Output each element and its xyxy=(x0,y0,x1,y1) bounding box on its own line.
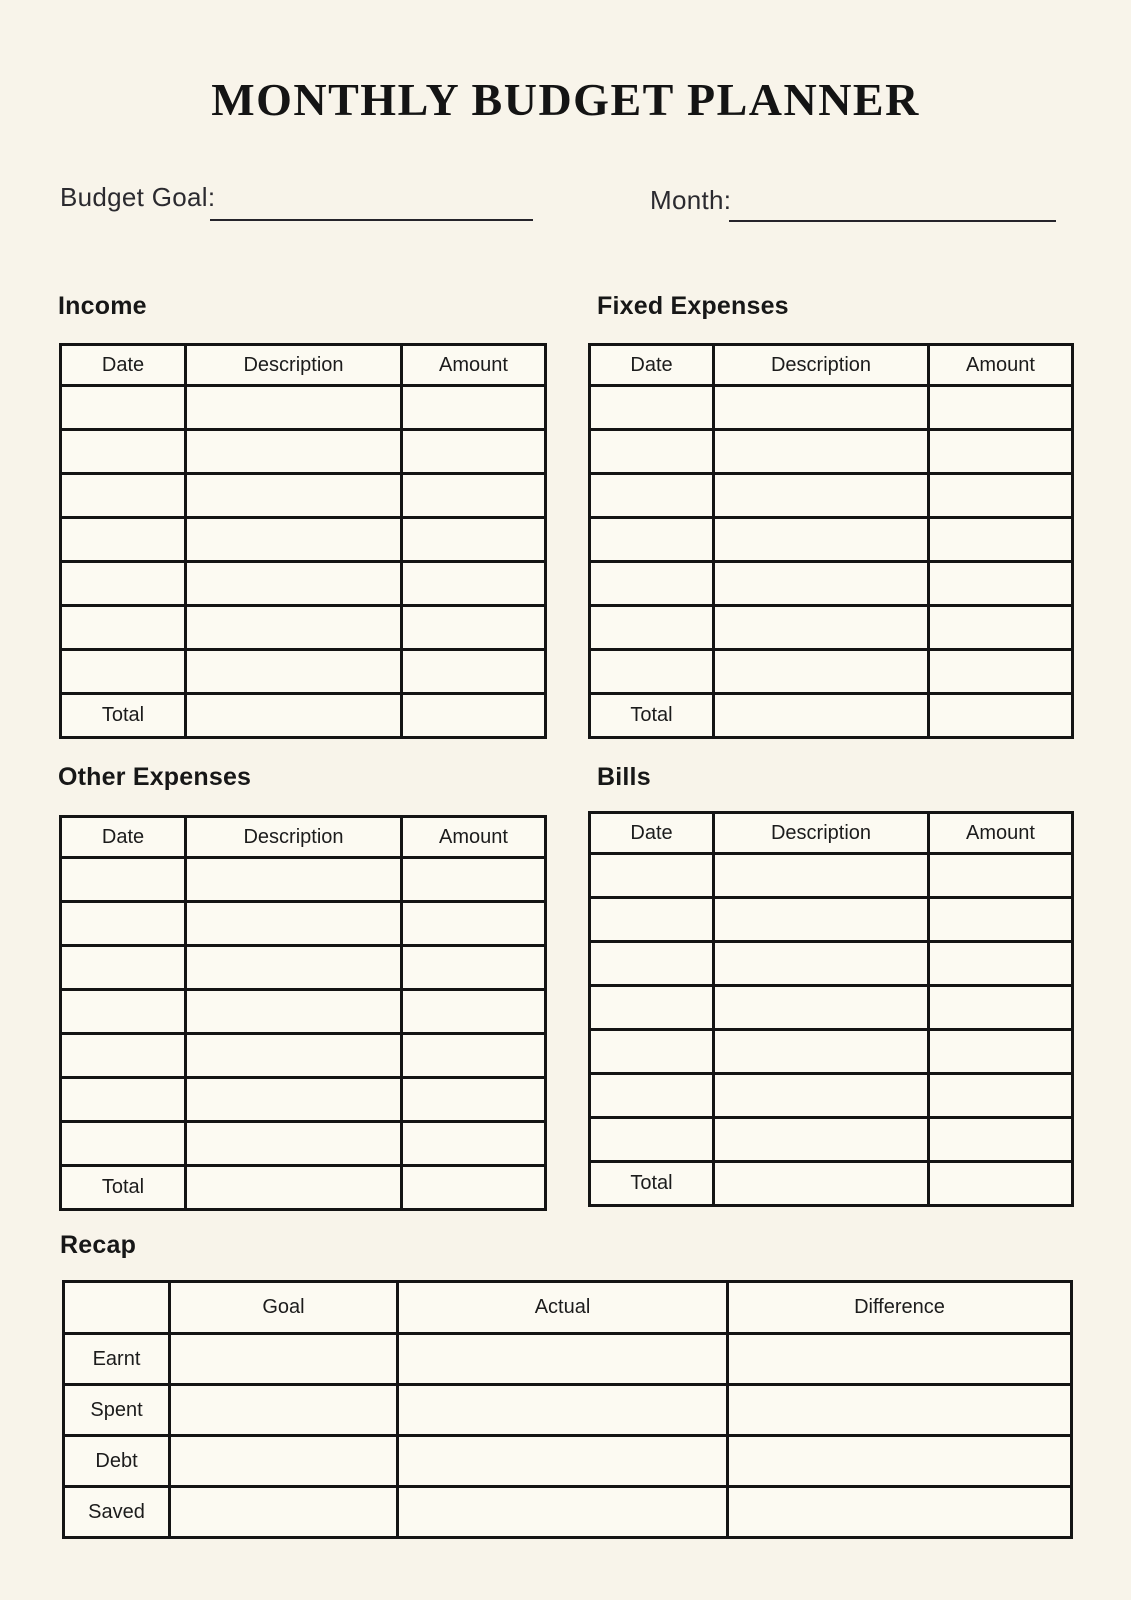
empty-cell xyxy=(728,1385,1072,1436)
empty-cell xyxy=(170,1334,398,1385)
empty-cell xyxy=(61,430,186,474)
empty-cell xyxy=(402,562,546,606)
empty-cell xyxy=(61,990,186,1034)
empty-cell xyxy=(186,1166,402,1210)
column-header-date: Date xyxy=(61,345,186,386)
header-row xyxy=(61,817,546,858)
empty-cell xyxy=(714,986,929,1030)
empty-row xyxy=(590,986,1073,1030)
row-label-cell: Debt xyxy=(64,1436,170,1487)
empty-cell xyxy=(728,1487,1072,1538)
empty-cell xyxy=(402,1122,546,1166)
fixed-expenses-total-row xyxy=(590,694,1073,738)
row-label-cell: Spent xyxy=(64,1385,170,1436)
empty-cell xyxy=(402,430,546,474)
empty-row xyxy=(590,430,1073,474)
bills-total-row xyxy=(590,1162,1073,1206)
recap-heading: Recap xyxy=(60,1231,137,1259)
empty-cell xyxy=(186,1078,402,1122)
recap-row-saved xyxy=(64,1487,1072,1538)
empty-cell xyxy=(714,474,929,518)
empty-cell xyxy=(714,1162,929,1206)
empty-row xyxy=(590,474,1073,518)
bills-table-header xyxy=(590,813,1073,854)
empty-cell xyxy=(402,386,546,430)
other-expenses-table xyxy=(59,815,547,1211)
empty-cell xyxy=(714,942,929,986)
empty-cell xyxy=(402,858,546,902)
empty-cell xyxy=(402,518,546,562)
empty-cell xyxy=(590,942,714,986)
empty-row xyxy=(590,1118,1073,1162)
empty-cell xyxy=(714,518,929,562)
empty-cell xyxy=(398,1334,728,1385)
column-header-description: Description xyxy=(186,345,402,386)
column-header-amount: Amount xyxy=(402,345,546,386)
empty-cell xyxy=(61,474,186,518)
empty-cell xyxy=(61,946,186,990)
empty-cell xyxy=(929,430,1073,474)
empty-cell xyxy=(186,518,402,562)
empty-cell xyxy=(186,990,402,1034)
empty-cell xyxy=(590,518,714,562)
empty-cell xyxy=(714,650,929,694)
empty-row xyxy=(61,650,546,694)
empty-row xyxy=(590,562,1073,606)
empty-cell xyxy=(590,386,714,430)
recap-table-header xyxy=(64,1282,1072,1334)
empty-row xyxy=(61,386,546,430)
header-row xyxy=(61,345,546,386)
empty-cell xyxy=(402,694,546,738)
income-heading: Income xyxy=(58,292,147,320)
header-row xyxy=(590,813,1073,854)
column-header-date: Date xyxy=(61,817,186,858)
budget-goal-line xyxy=(210,219,533,221)
empty-cell xyxy=(61,386,186,430)
other-expenses-table-header xyxy=(61,817,546,858)
empty-cell xyxy=(590,854,714,898)
fixed-expenses-heading: Fixed Expenses xyxy=(597,292,789,320)
empty-row xyxy=(61,430,546,474)
column-header-amount: Amount xyxy=(929,345,1073,386)
empty-cell xyxy=(590,606,714,650)
empty-cell xyxy=(929,1162,1073,1206)
empty-cell xyxy=(590,1118,714,1162)
empty-cell xyxy=(186,1122,402,1166)
empty-cell xyxy=(402,606,546,650)
recap-row-earnt xyxy=(64,1334,1072,1385)
empty-cell xyxy=(714,562,929,606)
empty-row xyxy=(590,1030,1073,1074)
empty-cell xyxy=(714,430,929,474)
column-header-description: Description xyxy=(714,813,929,854)
empty-cell xyxy=(590,986,714,1030)
empty-cell xyxy=(170,1487,398,1538)
column-header-date: Date xyxy=(590,345,714,386)
empty-row xyxy=(61,946,546,990)
bills-heading: Bills xyxy=(597,763,651,791)
empty-cell xyxy=(61,1034,186,1078)
empty-row xyxy=(590,650,1073,694)
empty-cell xyxy=(186,474,402,518)
empty-cell xyxy=(590,562,714,606)
month-line xyxy=(729,220,1056,222)
empty-cell xyxy=(929,942,1073,986)
empty-cell xyxy=(402,1166,546,1210)
row-label-cell: Saved xyxy=(64,1487,170,1538)
empty-row xyxy=(61,902,546,946)
empty-cell xyxy=(929,606,1073,650)
empty-cell xyxy=(590,1074,714,1118)
empty-cell xyxy=(590,650,714,694)
recap-corner-cell xyxy=(64,1282,170,1334)
empty-cell xyxy=(186,606,402,650)
total-label-cell: Total xyxy=(61,694,186,738)
empty-cell xyxy=(186,858,402,902)
other-expenses-heading: Other Expenses xyxy=(58,763,252,791)
income-table xyxy=(59,343,547,739)
empty-row xyxy=(590,942,1073,986)
empty-row xyxy=(61,990,546,1034)
empty-row xyxy=(590,606,1073,650)
empty-row xyxy=(590,854,1073,898)
empty-cell xyxy=(929,518,1073,562)
empty-cell xyxy=(714,1030,929,1074)
income-table-header xyxy=(61,345,546,386)
empty-row xyxy=(61,1034,546,1078)
recap-table xyxy=(62,1280,1073,1539)
column-header-amount: Amount xyxy=(929,813,1073,854)
empty-cell xyxy=(61,562,186,606)
empty-cell xyxy=(714,606,929,650)
empty-cell xyxy=(714,854,929,898)
empty-cell xyxy=(590,1030,714,1074)
other-expenses-total-row xyxy=(61,1166,546,1210)
column-header-difference: Difference xyxy=(728,1282,1072,1334)
empty-cell xyxy=(170,1436,398,1487)
empty-cell xyxy=(398,1385,728,1436)
empty-cell xyxy=(929,898,1073,942)
empty-cell xyxy=(929,386,1073,430)
budget-goal-label: Budget Goal: xyxy=(60,182,216,212)
empty-row xyxy=(590,898,1073,942)
empty-cell xyxy=(590,898,714,942)
column-header-description: Description xyxy=(714,345,929,386)
page-title: MONTHLY BUDGET PLANNER xyxy=(211,74,920,125)
empty-cell xyxy=(714,1118,929,1162)
empty-cell xyxy=(590,430,714,474)
empty-cell xyxy=(929,474,1073,518)
bills-table xyxy=(588,811,1074,1207)
total-label-cell: Total xyxy=(590,694,714,738)
empty-cell xyxy=(402,902,546,946)
empty-cell xyxy=(186,694,402,738)
empty-cell xyxy=(170,1385,398,1436)
empty-cell xyxy=(929,650,1073,694)
empty-cell xyxy=(186,902,402,946)
empty-cell xyxy=(929,1030,1073,1074)
empty-row xyxy=(590,518,1073,562)
row-label-cell: Earnt xyxy=(64,1334,170,1385)
empty-cell xyxy=(714,1074,929,1118)
empty-row xyxy=(590,386,1073,430)
empty-cell xyxy=(929,854,1073,898)
empty-cell xyxy=(402,1034,546,1078)
empty-cell xyxy=(61,902,186,946)
empty-cell xyxy=(186,650,402,694)
empty-cell xyxy=(398,1487,728,1538)
fixed-expenses-table xyxy=(588,343,1074,739)
column-header-actual: Actual xyxy=(398,1282,728,1334)
empty-cell xyxy=(714,694,929,738)
empty-row xyxy=(61,858,546,902)
empty-cell xyxy=(402,990,546,1034)
empty-cell xyxy=(61,1122,186,1166)
empty-cell xyxy=(398,1436,728,1487)
header-row xyxy=(590,345,1073,386)
recap-row-debt xyxy=(64,1436,1072,1487)
total-label-cell: Total xyxy=(61,1166,186,1210)
empty-cell xyxy=(61,1078,186,1122)
empty-cell xyxy=(402,650,546,694)
column-header-date: Date xyxy=(590,813,714,854)
empty-cell xyxy=(61,858,186,902)
empty-cell xyxy=(402,946,546,990)
column-header-amount: Amount xyxy=(402,817,546,858)
empty-cell xyxy=(186,386,402,430)
empty-cell xyxy=(186,562,402,606)
empty-cell xyxy=(929,562,1073,606)
empty-cell xyxy=(402,1078,546,1122)
empty-row xyxy=(61,518,546,562)
empty-cell xyxy=(714,386,929,430)
empty-cell xyxy=(402,474,546,518)
empty-cell xyxy=(728,1436,1072,1487)
column-header-description: Description xyxy=(186,817,402,858)
empty-cell xyxy=(61,518,186,562)
empty-cell xyxy=(186,946,402,990)
empty-cell xyxy=(61,650,186,694)
empty-row xyxy=(61,606,546,650)
empty-cell xyxy=(590,474,714,518)
empty-cell xyxy=(929,986,1073,1030)
empty-row xyxy=(61,474,546,518)
empty-row xyxy=(590,1074,1073,1118)
empty-row xyxy=(61,1078,546,1122)
empty-cell xyxy=(929,694,1073,738)
empty-cell xyxy=(714,898,929,942)
empty-cell xyxy=(929,1074,1073,1118)
empty-cell xyxy=(929,1118,1073,1162)
fixed-expenses-table-header xyxy=(590,345,1073,386)
empty-cell xyxy=(61,606,186,650)
header-row xyxy=(64,1282,1072,1334)
empty-cell xyxy=(728,1334,1072,1385)
empty-cell xyxy=(186,1034,402,1078)
recap-row-spent xyxy=(64,1385,1072,1436)
total-label-cell: Total xyxy=(590,1162,714,1206)
empty-row xyxy=(61,562,546,606)
income-total-row xyxy=(61,694,546,738)
month-label: Month: xyxy=(650,185,732,215)
empty-row xyxy=(61,1122,546,1166)
empty-cell xyxy=(186,430,402,474)
column-header-goal: Goal xyxy=(170,1282,398,1334)
